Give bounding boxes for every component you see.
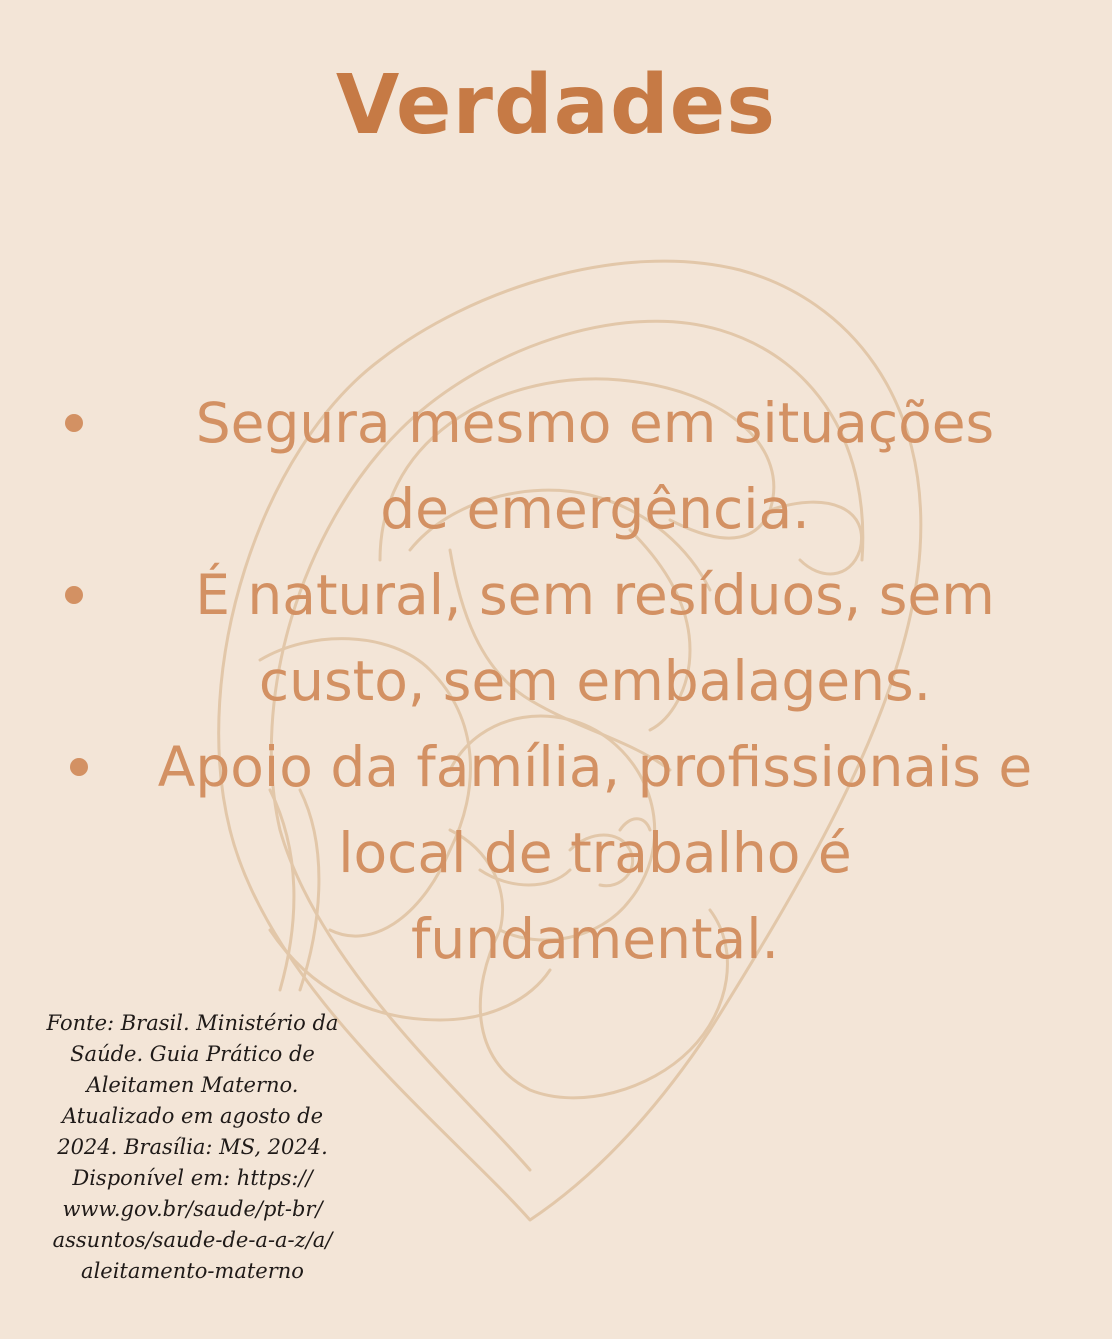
source-line: Disponível em: https:// [72, 1166, 313, 1190]
list-item [60, 724, 1090, 982]
page-title: Verdades [335, 58, 777, 153]
list-item-line: fundamental. [410, 907, 779, 971]
bullet-icon [70, 758, 88, 776]
bullet-icon [65, 586, 83, 604]
source-line: 2024. Brasília: MS, 2024. [57, 1135, 328, 1159]
list-item-line: É natural, sem resíduos, sem [195, 563, 995, 627]
source-line: assuntos/saude-de-a-a-z/a/ [52, 1228, 333, 1252]
list-item-line: custo, sem embalagens. [258, 649, 932, 713]
list-item [60, 552, 1090, 724]
source-line: Fonte: Brasil. Ministério da [46, 1011, 339, 1035]
source-line: aleitamento-materno [81, 1259, 304, 1283]
list-item-line: Apoio da família, profissionais e [157, 735, 1033, 799]
list-item-line: local de trabalho é [338, 821, 852, 885]
source-citation [10, 1008, 375, 1287]
list-item-line: de emergência. [380, 477, 810, 541]
source-line: Atualizado em agosto de [61, 1104, 324, 1128]
source-line: Saúde. Guia Prático de [70, 1042, 315, 1066]
bullet-icon [65, 414, 83, 432]
list-item [60, 380, 1090, 552]
list-item-line: Segura mesmo em situações [195, 391, 995, 455]
source-line: www.gov.br/saude/pt-br/ [62, 1197, 323, 1221]
facts-list [60, 380, 1090, 982]
source-line: Aleitamen Materno. [86, 1073, 299, 1097]
